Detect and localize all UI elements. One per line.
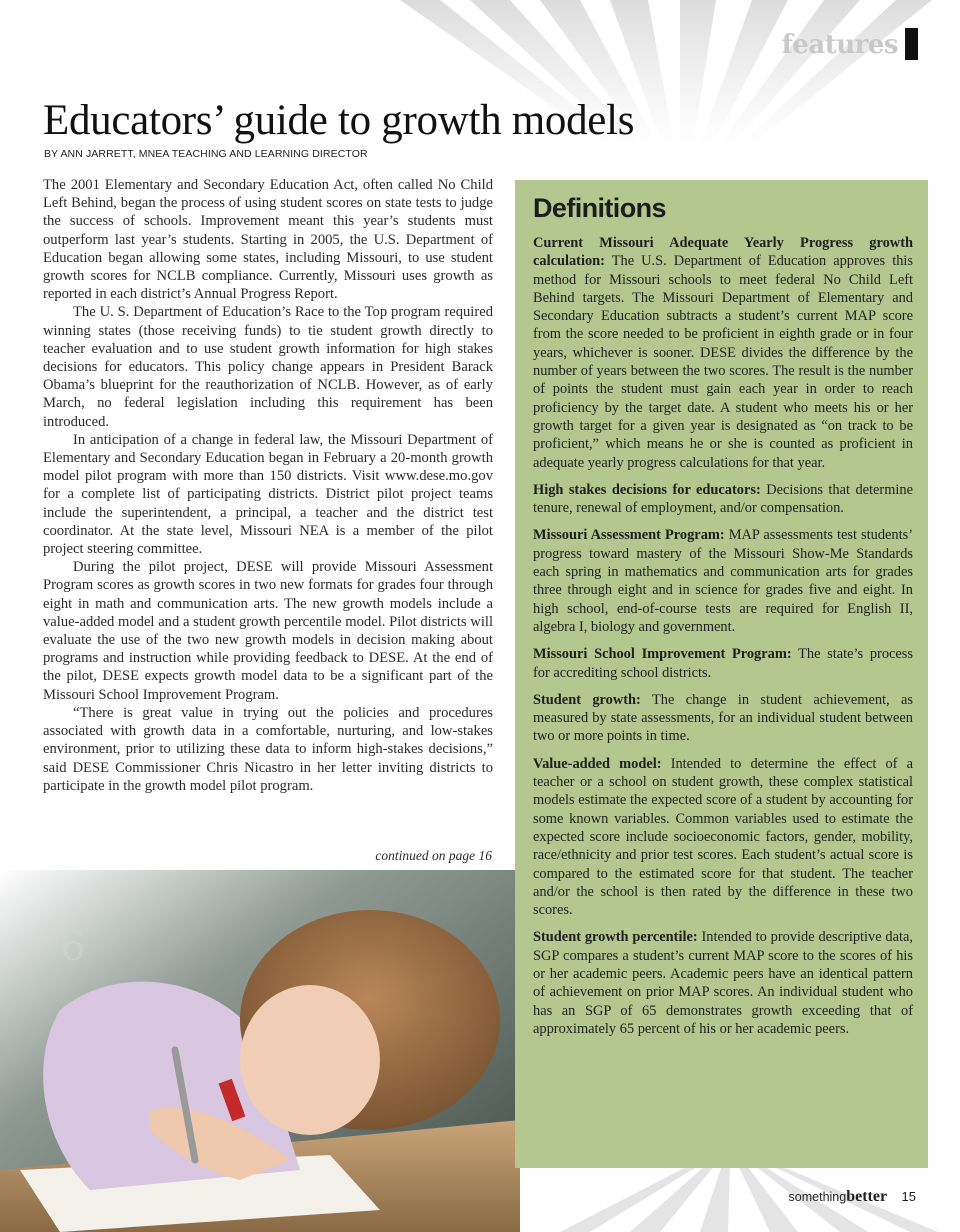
student-writing-photo [0, 870, 520, 1232]
definition-term: Missouri School Improvement Program: [533, 646, 792, 663]
svg-text:6: 6 [60, 924, 86, 970]
definition-item [533, 928, 913, 1038]
definition-text: Decisions that determine tenure, renewal of employment, and/or compensation. [533, 481, 913, 517]
article-paragraph: The 2001 Elementary and Secondary Education Act, often called No Child Left Behind, began the process of using student scores on state tests to judge the success of schools. Improvement meant this year’s students must outperform last year’s students. Starting in 2005, the U.S. Department of Education began allowing some states, including Missouri, to use student growth scores for NCLB compliance. Currently, Missouri uses growth as reported in each district’s Annual Progress Report. [43, 177, 493, 303]
definition-item [533, 691, 913, 746]
definition-term: Value-added model: [533, 755, 662, 772]
footer-brand-light: something [788, 1190, 847, 1204]
definitions-list [533, 234, 913, 1047]
section-marker-bar [905, 28, 918, 60]
definition-item [533, 755, 913, 920]
definition-term: Current Missouri Adequate Yearly Progress growth calculation: [533, 235, 913, 270]
footer-brand-bold: better [846, 1188, 888, 1205]
definition-item [533, 481, 913, 518]
page-number: 15 [901, 1189, 916, 1204]
continued-note: continued on page 16 [375, 848, 492, 863]
article-paragraph: During the pilot project, DESE will provide Missouri Assessment Program scores as growth scores in two new formats for grades four through eight in math and communication arts. The new growth models include a value-added model and a student growth percentile model. Pilot districts will evaluate the use of the two new growth models in decision making about programs and instruction while providing feedback to DESE. At the end of the pilot, DESE expects growth model data to be a significant part of the Missouri School Improvement Program. [43, 559, 493, 703]
definition-term: Student growth: [533, 691, 641, 708]
definition-text: MAP assessments test students’ progress toward mastery of the Missouri Show-Me Standards each spring in mathematics and communication arts for grades three through eight and in science for grades five and eight. In high school, end-of-course tests are required for English II, algebra I, biology and government. [533, 527, 913, 635]
article-paragraph: In anticipation of a change in federal law, the Missouri Department of Elementary and Secondary Education began in February a 20-month growth model pilot program with more than 150 districts. Visit www.dese.mo.gov for a complete list of participating districts. District pilot project teams include the superintendent, a principal, a teacher and the district test coordinator. At the state level, Missouri NEA is a member of the pilot project steering committee. [43, 431, 493, 558]
definition-term: Student growth percentile: [533, 929, 698, 946]
definition-term: Missouri Assessment Program: [533, 527, 725, 544]
definition-item [533, 645, 913, 682]
definition-text: Intended to determine the effect of a teacher or a school on student growth, these complex statistical models estimate the expected score of a student by accounting for some known variables. Common variables used to estimate the expected score include socioeconomic factors, gender, mobility, race/ethnicity and prior test scores. Each student’s actual score is compared to the estimated score for that student. The teacher and/or the school is then rated by the difference in these two scores. [533, 755, 913, 919]
article-body [43, 176, 493, 795]
definition-text: The change in student achievement, as measured by state assessments, for an individual student between two or more points in time. [533, 691, 913, 745]
definition-text: The U.S. Department of Education approves this method for Missouri schools to meet federal No Child Left Behind targets. The Missouri Department of Elementary and Secondary Education subtracts a student’s current MAP score from the score needed to be proficient in eighth grade or in four years, whichever is sooner. DESE divides the difference by the number of years between the two scores. The result is the number of points the student must gain each year in order to reach proficiency by the target date. A student who meets his or her growth target for a given year is designated as “on track to be proficient,” which means he or she is counted as proficient in adequate yearly progress calculations for that year. [533, 253, 913, 471]
article-paragraph: “There is great value in trying out the policies and procedures associated with growth data in a comfortable, nurturing, and low-stakes environment, prior to utilizing these data to inform high-stakes decisions,” said DESE Commissioner Chris Nicastro in her letter inviting districts to participate in the growth model pilot program. [43, 704, 493, 794]
definition-item [533, 526, 913, 636]
definition-text: The state’s process for accrediting school districts. [533, 646, 913, 681]
page-footer [789, 1188, 916, 1206]
section-label: features [781, 30, 898, 60]
definition-text: Intended to provide descriptive data, SGP compares a student’s current MAP score to the scores of his or her academic peers. Academic peers have an identical pattern of achievement on prior MAP scores. An individual student who has an SGP of 65 demonstrates growth exceeding that of approximately 65 percent of his or her academic peers. [533, 929, 913, 1037]
article-paragraph: The U. S. Department of Education’s Race to the Top program required winning states (those receiving funds) to tie student growth directly to teacher evaluation and to use student growth information for high stakes decisions for educators. This policy change appears in President Barack Obama’s blueprint for the reauthorization of NCLB. However, as of early March, no federal legislation including this requirement has been introduced. [43, 304, 493, 430]
definition-item [533, 234, 913, 472]
definition-term: High stakes decisions for educators: [533, 481, 761, 498]
page-title: Educators’ guide to growth models [43, 97, 635, 144]
byline: BY ANN JARRETT, MNEA TEACHING AND LEARNING DIRECTOR [44, 148, 368, 160]
definitions-title: Definitions [533, 193, 666, 223]
